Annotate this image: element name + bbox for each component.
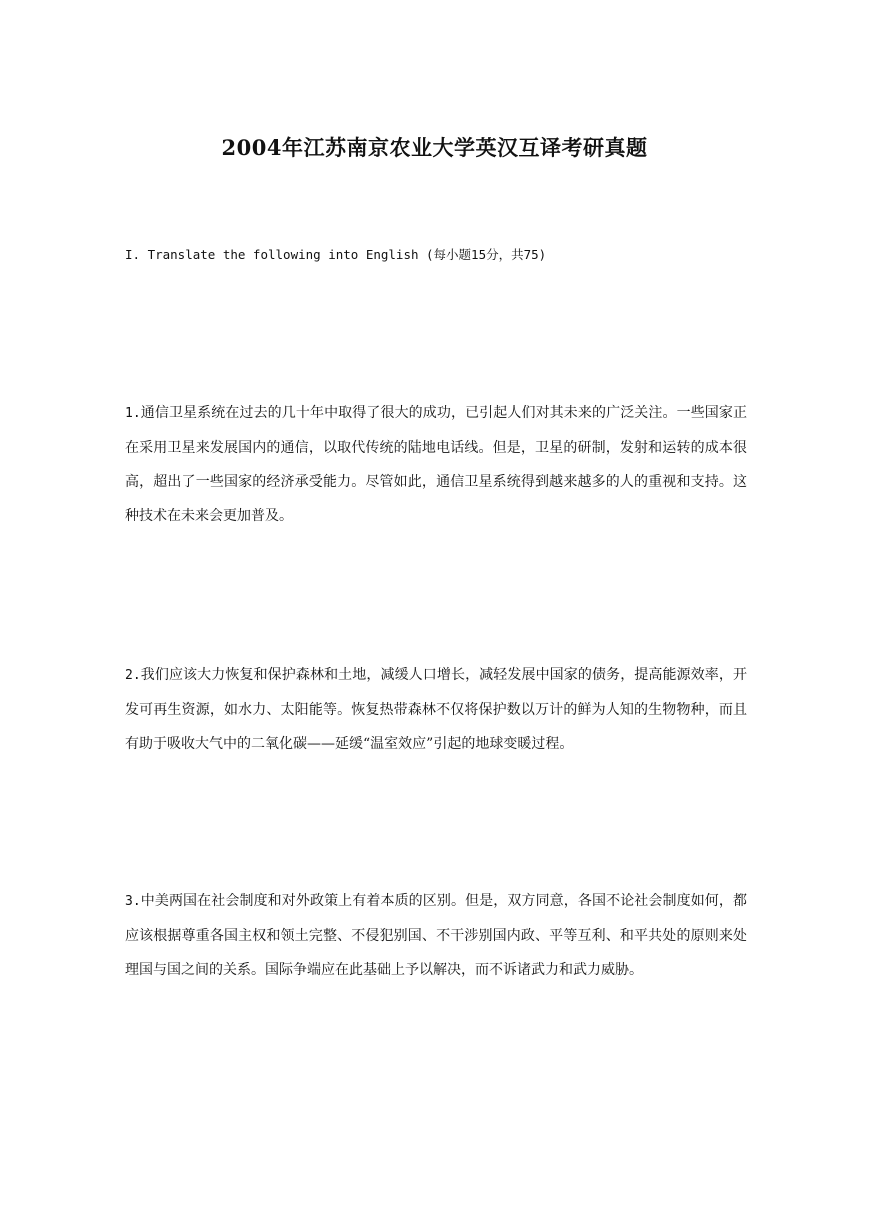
section-heading: I. Translate the following into English (每小题15分，共75) bbox=[125, 247, 547, 262]
question-1-text: 通信卫星系统在过去的几十年中取得了很大的成功，已引起人们对其未来的广泛关注。一些国家正在采用卫星来发展国内的通信，以取代传统的陆地电话线。但是，卫星的研制，发射和运转的成本很高，超出了一些国家的经济承受能力。尽管如此，通信卫星系统得到越来越多的人的重视和支持。这种技术在未来会更加普及。 bbox=[125, 405, 747, 524]
question-1 bbox=[125, 396, 747, 533]
question-1-number: 1. bbox=[125, 406, 141, 421]
question-3 bbox=[125, 884, 747, 987]
question-3-text: 中美两国在社会制度和对外政策上有着本质的区别。但是，双方同意，各国不论社会制度如何，都应该根据尊重各国主权和领土完整、不侵犯别国、不干涉别国内政、平等互利、和平共处的原则来处理国与国之间的关系。国际争端应在此基础上予以解决，而不诉诸武力和武力威胁。 bbox=[125, 893, 747, 978]
page-title: 2004年江苏南京农业大学英汉互译考研真题 bbox=[221, 135, 648, 160]
question-3-number: 3. bbox=[125, 894, 141, 909]
question-2-number: 2. bbox=[125, 668, 141, 683]
question-2-text: 我们应该大力恢复和保护森林和土地，减缓人口增长，减轻发展中国家的债务，提高能源效率，开发可再生资源，如水力、太阳能等。恢复热带森林不仅将保护数以万计的鲜为人知的生物物种，而且有助于吸收大气中的二氧化碳——延缓“温室效应”引起的地球变暖过程。 bbox=[125, 667, 747, 752]
question-2 bbox=[125, 658, 747, 761]
